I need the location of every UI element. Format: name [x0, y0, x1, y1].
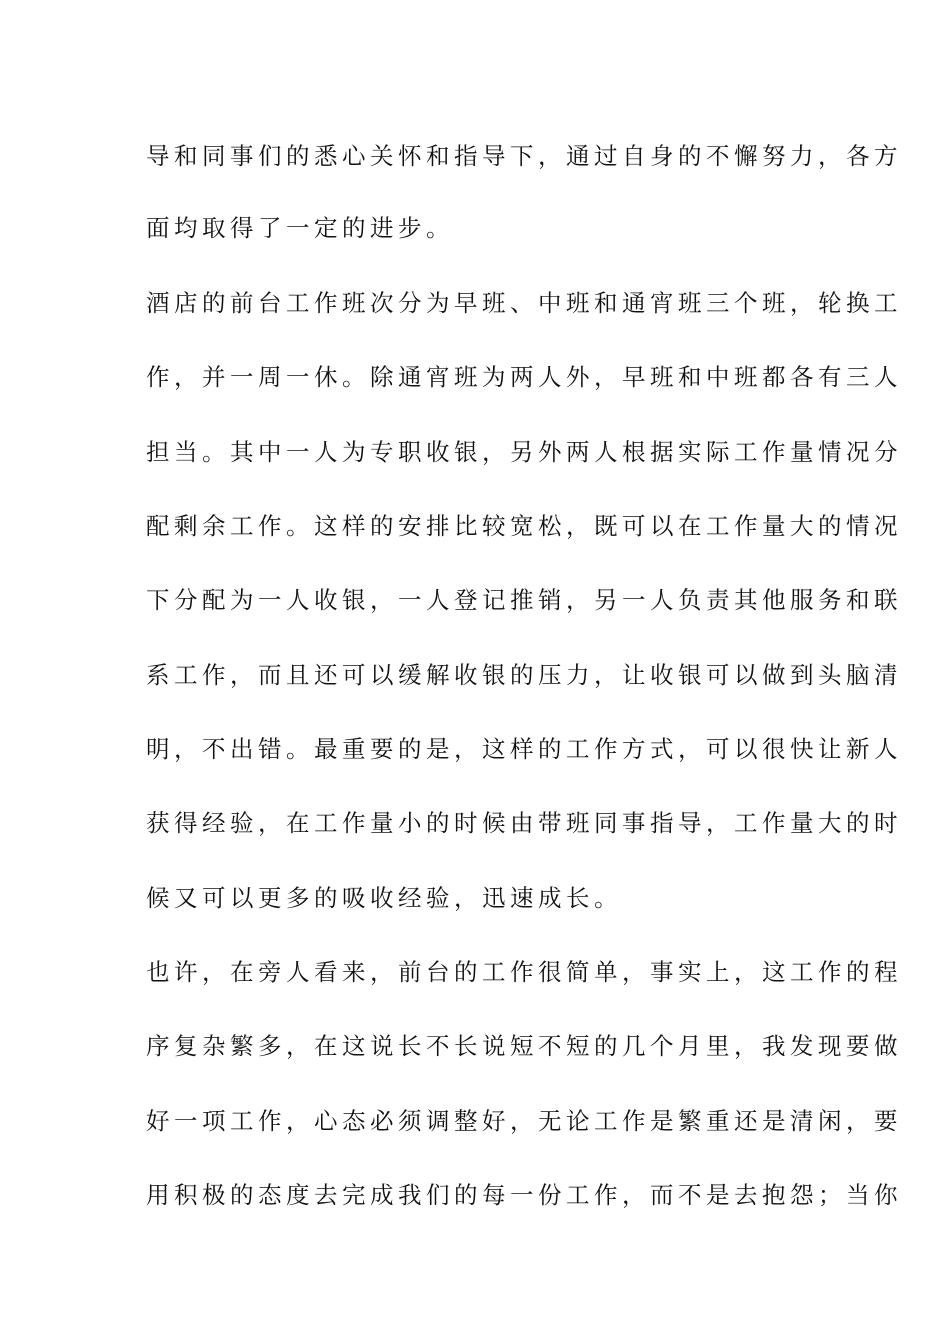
text-line: 担当。其中一人为专职收银，另外两人根据实际工作量情况分 [146, 438, 902, 466]
text-line: 也许，在旁人看来，前台的工作很简单，事实上，这工作的程 [146, 958, 902, 986]
text-line: 获得经验，在工作量小的时候由带班同事指导，工作量大的时 [146, 809, 902, 837]
text-line: 酒店的前台工作班次分为早班、中班和通宵班三个班，轮换工 [146, 289, 902, 317]
text-line: 好一项工作，心态必须调整好，无论工作是繁重还是清闲，要 [146, 1107, 902, 1135]
text-line: 面均取得了一定的进步。 [146, 214, 454, 242]
text-line: 作，并一周一休。除通宵班为两人外，早班和中班都各有三人 [146, 363, 902, 391]
text-line: 配剩余工作。这样的安排比较宽松，既可以在工作量大的情况 [146, 512, 902, 540]
text-line: 候又可以更多的吸收经验，迅速成长。 [146, 884, 622, 912]
text-line: 系工作，而且还可以缓解收银的压力，让收银可以做到头脑清 [146, 661, 902, 689]
text-line: 导和同事们的悉心关怀和指导下，通过自身的不懈努力，各方 [146, 142, 902, 170]
text-line: 下分配为一人收银，一人登记推销，另一人负责其他服务和联 [146, 586, 902, 614]
text-line: 明，不出错。最重要的是，这样的工作方式，可以很快让新人 [146, 735, 902, 763]
text-line: 用积极的态度去完成我们的每一份工作，而不是去抱怨；当你 [146, 1181, 902, 1209]
text-line: 序复杂繁多，在这说长不长说短不短的几个月里，我发现要做 [146, 1032, 902, 1060]
